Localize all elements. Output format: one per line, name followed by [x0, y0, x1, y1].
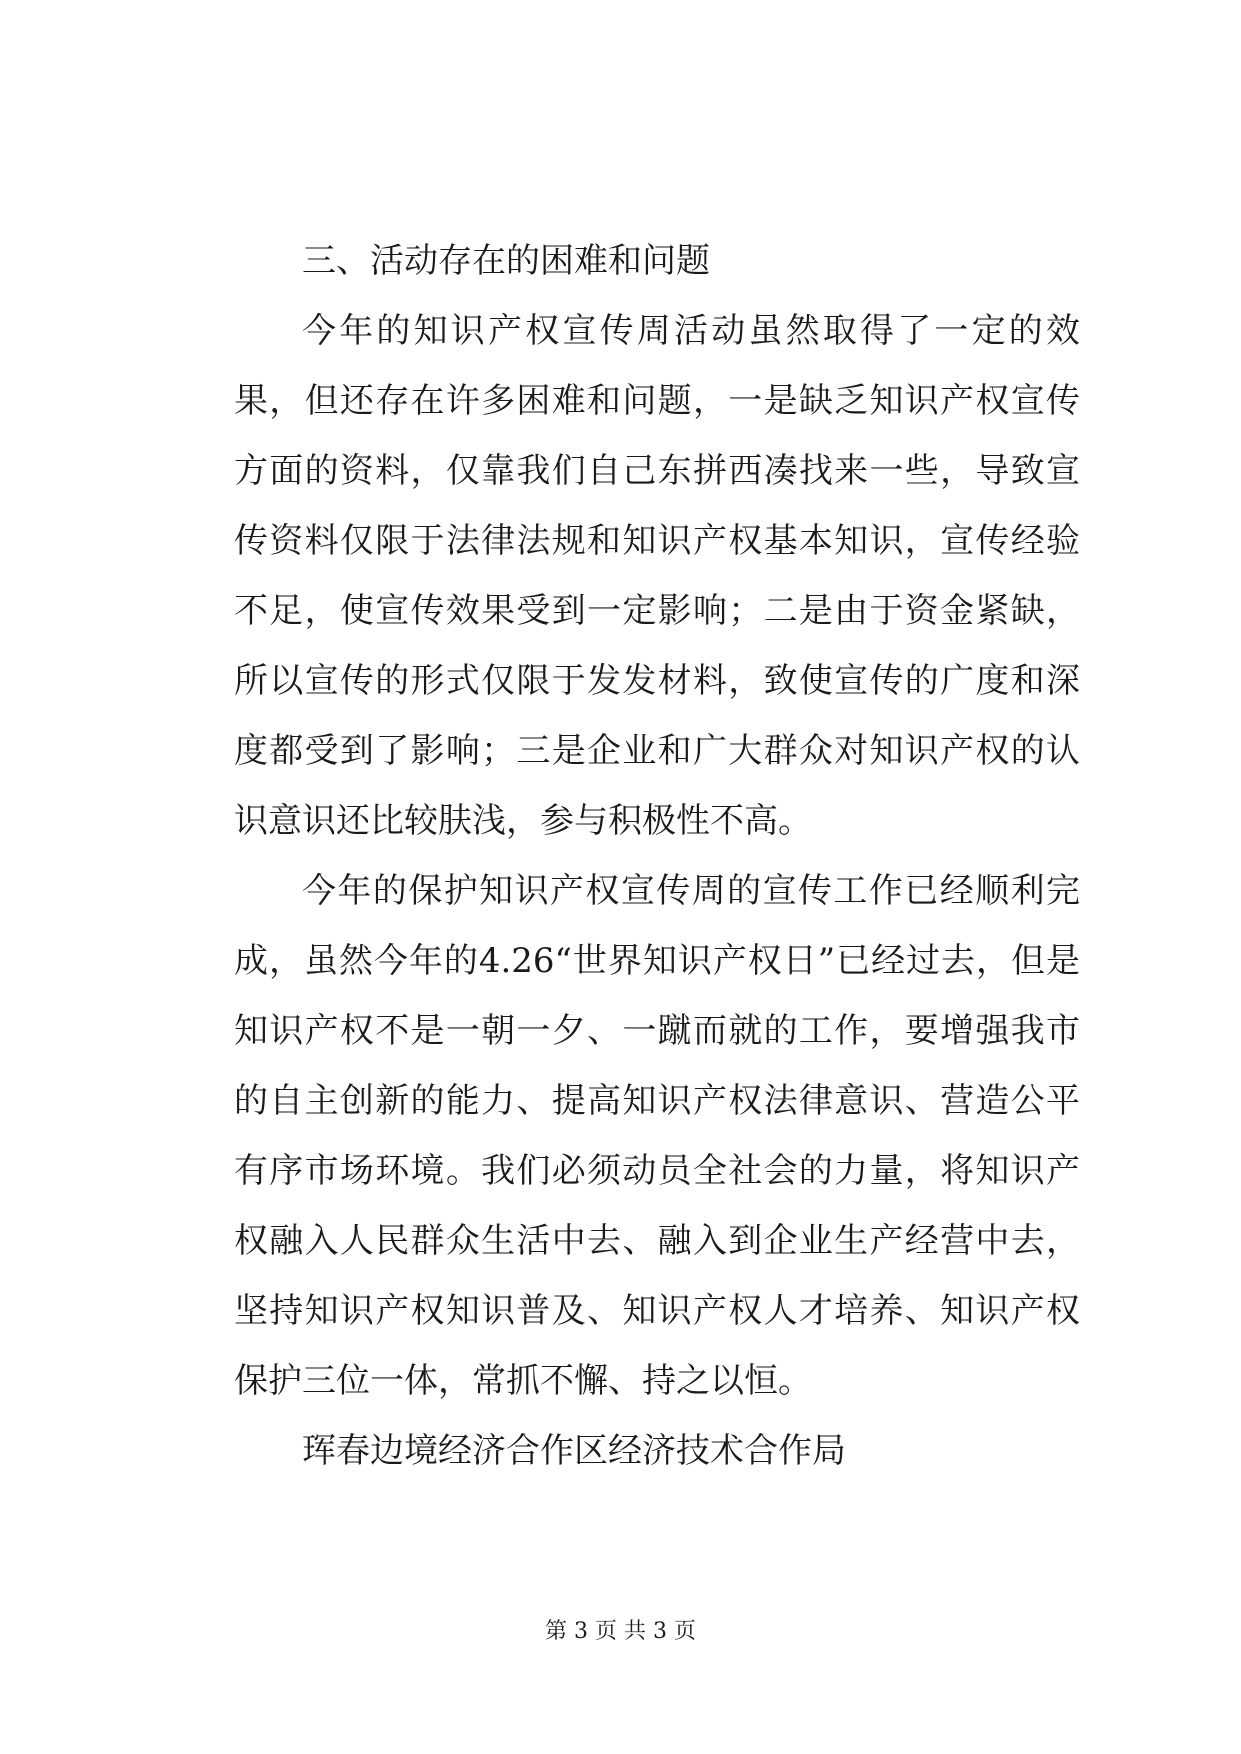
paragraph-difficulties: 今年的知识产权宣传周活动虽然取得了一定的效果，但还存在许多困难和问题，一是缺乏知识产权宣传方面的资料，仅靠我们自己东拼西凑找来一些，导致宣传资料仅限于法律法规和知识产权基本知识，宣传经验不足，使宣传效果受到一定影响；二是由于资金紧缺，所以宣传的形式仅限于发发材料，致使宣传的广度和深度都受到了影响；三是企业和广大群众对知识产权的认识意识还比较肤浅，参与积极性不高。	[234, 311, 1080, 841]
document-body	[234, 226, 1080, 1486]
page-number-footer: 第 3 页 共 3 页	[545, 1619, 696, 1644]
section-heading: 三、活动存在的困难和问题	[302, 241, 710, 281]
signature-organization: 珲春边境经济合作区经济技术合作局	[302, 1431, 846, 1471]
paragraph-conclusion: 今年的保护知识产权宣传周的宣传工作已经顺利完成，虽然今年的4.26“世界知识产权日”已经过去，但是知识产权不是一朝一夕、一蹴而就的工作，要增强我市的自主创新的能力、提高知识产权法律意识、营造公平有序市场环境。我们必须动员全社会的力量，将知识产权融入人民群众生活中去、融入到企业生产经营中去，坚持知识产权知识普及、知识产权人才培养、知识产权保护三位一体，常抓不懈、持之以恒。	[234, 871, 1080, 1401]
